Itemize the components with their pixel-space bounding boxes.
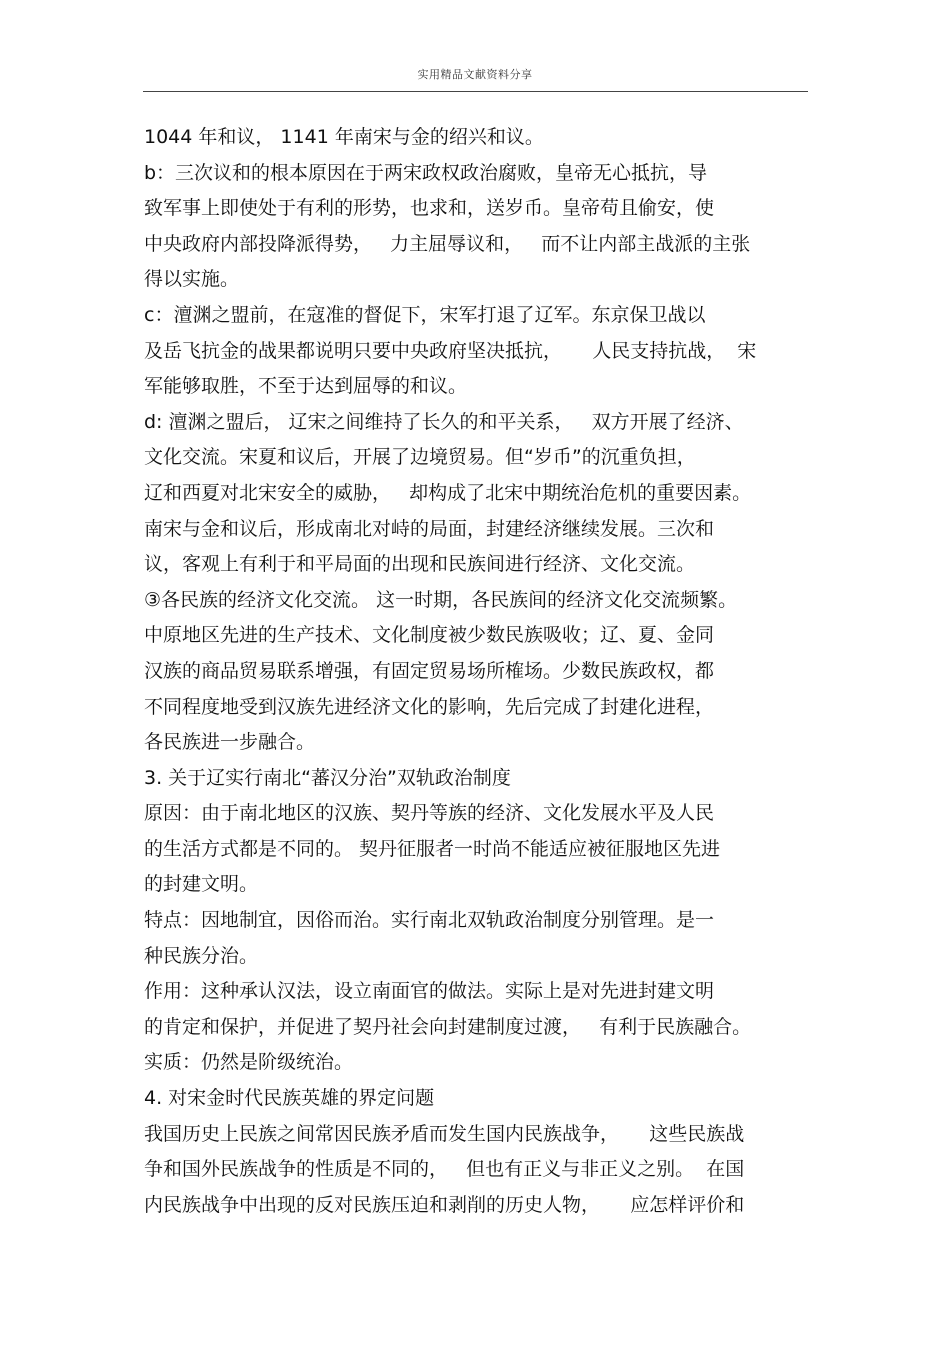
body-text	[144, 120, 816, 1223]
text-line: 我国历史上民族之间常因民族矛盾而发生国内民族战争， 这些民族战	[144, 1122, 745, 1145]
text-line: 议，客观上有利于和平局面的出现和民族间进行经济、文化交流。	[144, 553, 696, 576]
text-line: 中原地区先进的生产技术、文化制度被少数民族吸收；辽、夏、金同	[144, 624, 715, 647]
text-line: b：三次议和的根本原因在于两宋政权政治腐败，皇帝无心抵抗，导	[144, 161, 708, 184]
text-line: 中央政府内部投降派得势， 力主屈辱议和， 而不让内部主战派的主张	[144, 232, 751, 255]
text-line: 南宋与金和议后，形成南北对峙的局面，封建经济继续发展。三次和	[144, 517, 715, 540]
text-line: 及岳飞抗金的战果都说明只要中央政府坚决抵抗， 人民支持抗战， 宋	[144, 339, 757, 362]
text-line: 的生活方式都是不同的。 契丹征服者一时尚不能适应被征服地区先进	[144, 837, 721, 860]
text-line: c：澶渊之盟前，在寇准的督促下，宋军打退了辽军。东京保卫战以	[144, 303, 706, 326]
section-heading: 4. 对宋金时代民族英雄的界定问题	[144, 1087, 435, 1110]
text-line: 军能够取胜，不至于达到屈辱的和议。	[144, 375, 468, 398]
header-divider	[143, 91, 808, 92]
text-line: 致军事上即使处于有利的形势，也求和，送岁币。皇帝苟且偷安，使	[144, 197, 715, 220]
text-line: 汉族的商品贸易联系增强，有固定贸易场所榷场。少数民族政权，都	[144, 659, 715, 682]
page-header: 实用精品文献资料分享	[417, 68, 533, 81]
section-heading: 3. 关于辽实行南北“蕃汉分治”双轨政治制度	[144, 766, 511, 789]
text-line: 不同程度地受到汉族先进经济文化的影响，先后完成了封建化进程，	[144, 695, 715, 718]
text-line: 各民族进一步融合。	[144, 731, 316, 754]
text-line: 1044 年和议， 1141 年南宋与金的绍兴和议。	[144, 126, 544, 148]
text-line: 特点：因地制宜，因俗而治。实行南北双轨政治制度分别管理。是一	[144, 909, 715, 932]
text-line: ③各民族的经济文化交流。 这一时期，各民族间的经济文化交流频繁。	[144, 588, 738, 611]
text-line: 内民族战争中出现的反对民族压迫和剥削的历史人物， 应怎样评价和	[144, 1193, 745, 1216]
text-line: d: 澶渊之盟后， 辽宋之间维持了长久的和平关系， 双方开展了经济、	[144, 410, 744, 433]
text-line: 种民族分治。	[144, 944, 259, 967]
text-line: 实质：仍然是阶级统治。	[144, 1051, 354, 1074]
text-line: 得以实施。	[144, 268, 240, 291]
text-line: 争和国外民族战争的性质是不同的， 但也有正义与非正义之别。 在国	[144, 1158, 745, 1181]
text-line: 原因：由于南北地区的汉族、契丹等族的经济、文化发展水平及人民	[144, 802, 715, 825]
text-line: 的封建文明。	[144, 873, 259, 896]
text-line: 的肯定和保护，并促进了契丹社会向封建制度过渡， 有利于民族融合。	[144, 1015, 752, 1038]
text-line: 文化交流。宋夏和议后，开展了边境贸易。但“岁币”的沉重负担，	[144, 446, 696, 469]
text-line: 作用：这种承认汉法，设立南面官的做法。实际上是对先进封建文明	[144, 980, 715, 1003]
text-line: 辽和西夏对北宋安全的威胁， 却构成了北宋中期统治危机的重要因素。	[144, 481, 752, 504]
